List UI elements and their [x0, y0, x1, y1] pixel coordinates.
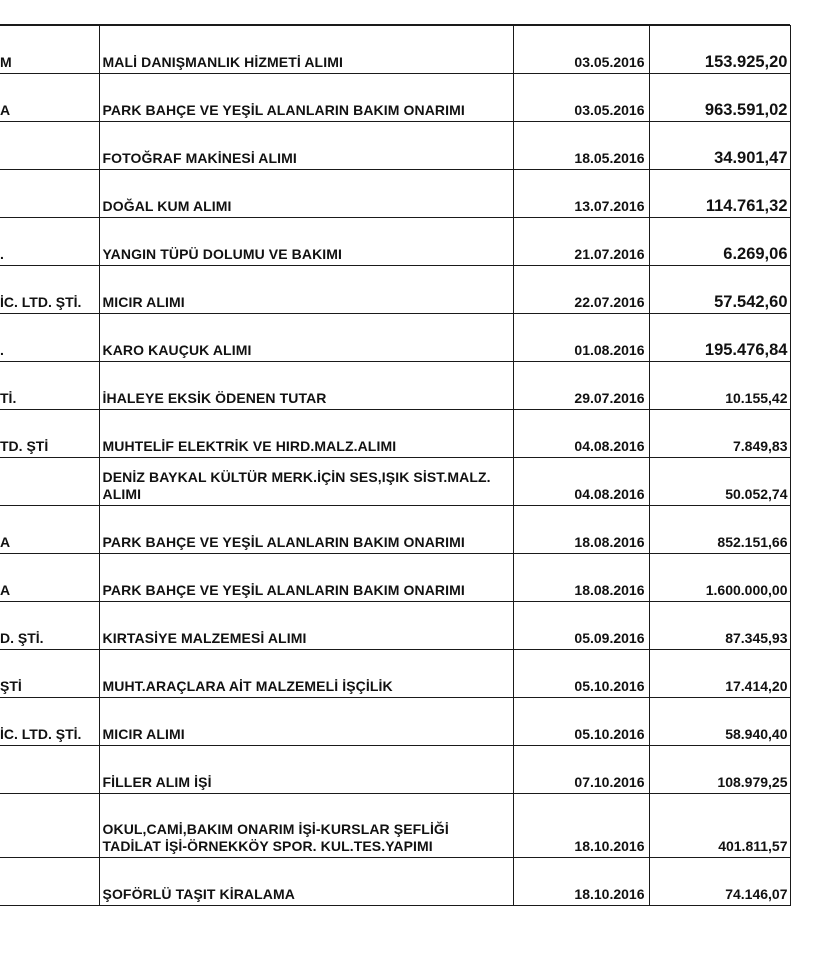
table-row — [0, 650, 790, 698]
contract-date-cell: 03.05.2016 — [513, 74, 649, 122]
payments-table — [0, 25, 791, 906]
contract-date-cell: 18.08.2016 — [513, 554, 649, 602]
amount-cell: 6.269,06 — [649, 218, 790, 266]
table-row — [0, 218, 790, 266]
firm-name-cell: D. ŞTİ. — [0, 602, 99, 650]
job-description-cell: MUHT.ARAÇLARA AİT MALZEMELİ İŞÇİLİK — [99, 650, 513, 698]
firm-name-cell: . — [0, 218, 99, 266]
firm-name-cell — [0, 858, 99, 906]
payments-table-body — [0, 26, 790, 906]
contract-date-cell: 22.07.2016 — [513, 266, 649, 314]
job-description-cell: DENİZ BAYKAL KÜLTÜR MERK.İÇİN SES,IŞIK SİST.MALZ. ALIMI — [99, 458, 513, 506]
table-row — [0, 794, 790, 858]
payments-table-sheet — [0, 25, 822, 906]
job-description-cell: MICIR ALIMI — [99, 698, 513, 746]
amount-cell: 74.146,07 — [649, 858, 790, 906]
table-row — [0, 858, 790, 906]
contract-date-cell: 18.10.2016 — [513, 858, 649, 906]
job-description-cell: MICIR ALIMI — [99, 266, 513, 314]
amount-cell: 401.811,57 — [649, 794, 790, 858]
firm-name-cell — [0, 746, 99, 794]
job-description-cell: FOTOĞRAF MAKİNESİ ALIMI — [99, 122, 513, 170]
job-description-cell: MALİ DANIŞMANLIK HİZMETİ ALIMI — [99, 26, 513, 74]
amount-cell: 58.940,40 — [649, 698, 790, 746]
job-description-cell: MUHTELİF ELEKTRİK VE HIRD.MALZ.ALIMI — [99, 410, 513, 458]
contract-date-cell: 07.10.2016 — [513, 746, 649, 794]
table-row — [0, 74, 790, 122]
firm-name-cell — [0, 794, 99, 858]
contract-date-cell: 05.10.2016 — [513, 698, 649, 746]
amount-cell: 114.761,32 — [649, 170, 790, 218]
table-row — [0, 554, 790, 602]
amount-cell: 195.476,84 — [649, 314, 790, 362]
table-row — [0, 602, 790, 650]
table-row — [0, 362, 790, 410]
contract-date-cell: 05.10.2016 — [513, 650, 649, 698]
job-description-cell: ŞOFÖRLÜ TAŞIT KİRALAMA — [99, 858, 513, 906]
firm-name-cell: . — [0, 314, 99, 362]
amount-cell: 7.849,83 — [649, 410, 790, 458]
amount-cell: 50.052,74 — [649, 458, 790, 506]
job-description-cell: KIRTASİYE MALZEMESİ ALIMI — [99, 602, 513, 650]
contract-date-cell: 21.07.2016 — [513, 218, 649, 266]
contract-date-cell: 04.08.2016 — [513, 458, 649, 506]
firm-name-cell: A — [0, 554, 99, 602]
amount-cell: 87.345,93 — [649, 602, 790, 650]
table-row — [0, 170, 790, 218]
firm-name-cell: M — [0, 26, 99, 74]
amount-cell: 34.901,47 — [649, 122, 790, 170]
firm-name-cell — [0, 122, 99, 170]
contract-date-cell: 29.07.2016 — [513, 362, 649, 410]
firm-name-cell: ŞTİ — [0, 650, 99, 698]
firm-name-cell: İC. LTD. ŞTİ. — [0, 266, 99, 314]
contract-date-cell: 18.05.2016 — [513, 122, 649, 170]
job-description-cell: PARK BAHÇE VE YEŞİL ALANLARIN BAKIM ONARIMI — [99, 74, 513, 122]
firm-name-cell: İC. LTD. ŞTİ. — [0, 698, 99, 746]
contract-date-cell: 01.08.2016 — [513, 314, 649, 362]
firm-name-cell: A — [0, 74, 99, 122]
contract-date-cell: 04.08.2016 — [513, 410, 649, 458]
job-description-cell: İHALEYE EKSİK ÖDENEN TUTAR — [99, 362, 513, 410]
job-description-cell: YANGIN TÜPÜ DOLUMU VE BAKIMI — [99, 218, 513, 266]
contract-date-cell: 18.08.2016 — [513, 506, 649, 554]
firm-name-cell — [0, 458, 99, 506]
table-row — [0, 458, 790, 506]
firm-name-cell: TD. ŞTİ — [0, 410, 99, 458]
firm-name-cell — [0, 170, 99, 218]
contract-date-cell: 03.05.2016 — [513, 26, 649, 74]
firm-name-cell: Tİ. — [0, 362, 99, 410]
amount-cell: 10.155,42 — [649, 362, 790, 410]
table-row — [0, 266, 790, 314]
job-description-cell: OKUL,CAMİ,BAKIM ONARIM İŞİ-KURSLAR ŞEFLİĞİ TADİLAT İŞİ-ÖRNEKKÖY SPOR. KUL.TES.YAPIMI — [99, 794, 513, 858]
amount-cell: 963.591,02 — [649, 74, 790, 122]
job-description-cell: KARO KAUÇUK ALIMI — [99, 314, 513, 362]
table-row — [0, 698, 790, 746]
amount-cell: 1.600.000,00 — [649, 554, 790, 602]
table-row — [0, 746, 790, 794]
contract-date-cell: 13.07.2016 — [513, 170, 649, 218]
firm-name-cell: A — [0, 506, 99, 554]
table-row — [0, 26, 790, 74]
contract-date-cell: 05.09.2016 — [513, 602, 649, 650]
amount-cell: 57.542,60 — [649, 266, 790, 314]
contract-date-cell: 18.10.2016 — [513, 794, 649, 858]
job-description-cell: DOĞAL KUM ALIMI — [99, 170, 513, 218]
amount-cell: 852.151,66 — [649, 506, 790, 554]
amount-cell: 17.414,20 — [649, 650, 790, 698]
job-description-cell: PARK BAHÇE VE YEŞİL ALANLARIN BAKIM ONARIMI — [99, 506, 513, 554]
table-row — [0, 506, 790, 554]
table-row — [0, 122, 790, 170]
amount-cell: 108.979,25 — [649, 746, 790, 794]
job-description-cell: FİLLER ALIM İŞİ — [99, 746, 513, 794]
amount-cell: 153.925,20 — [649, 26, 790, 74]
table-row — [0, 410, 790, 458]
job-description-cell: PARK BAHÇE VE YEŞİL ALANLARIN BAKIM ONARIMI — [99, 554, 513, 602]
table-row — [0, 314, 790, 362]
